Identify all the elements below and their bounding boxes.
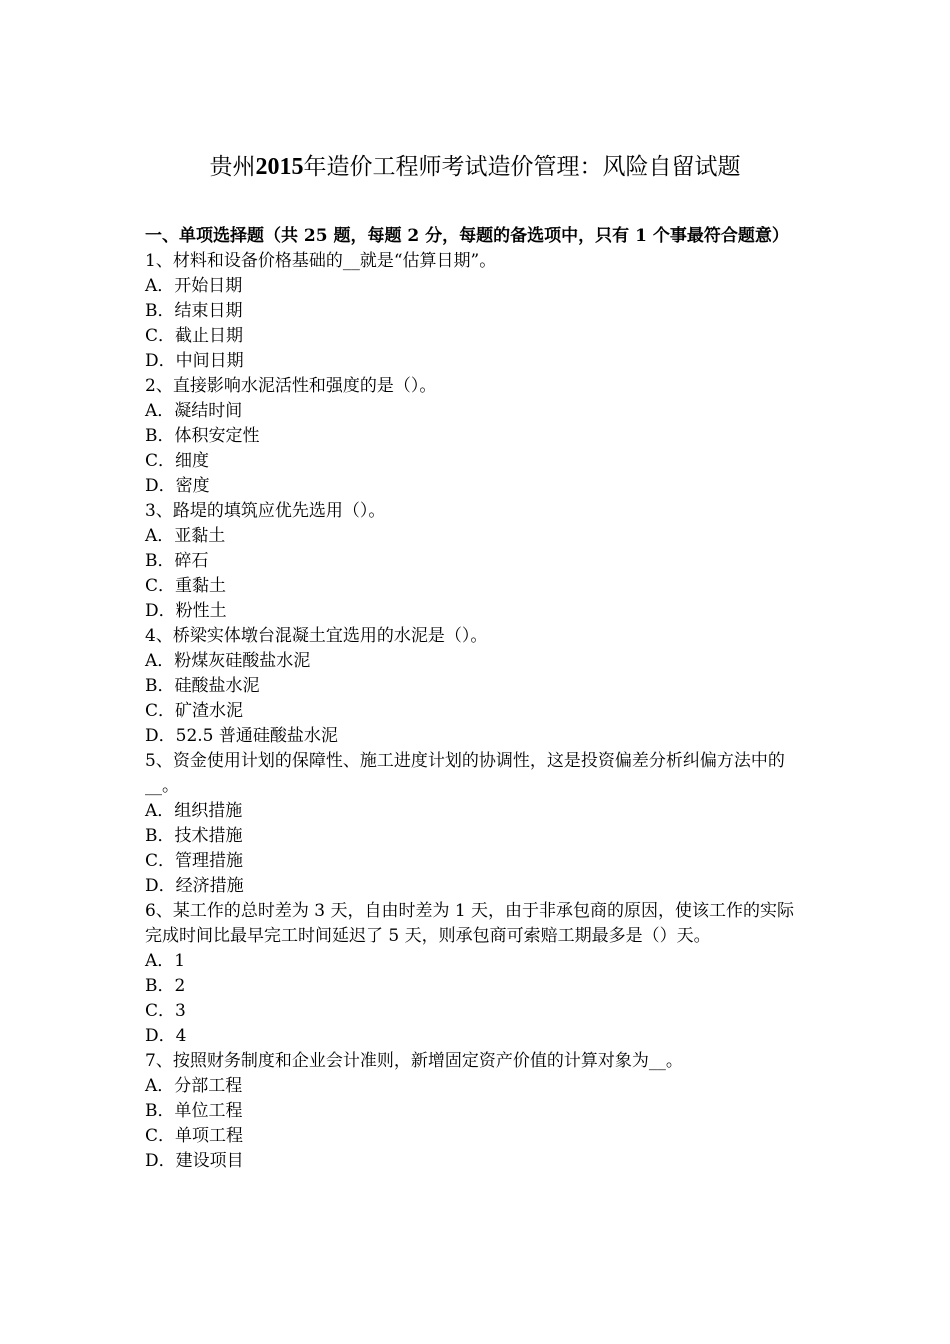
option-c: C．管理措施: [145, 851, 244, 871]
option-d: D．经济措施: [145, 876, 244, 896]
question-1: [145, 249, 810, 374]
option-a: A．分部工程: [145, 1076, 243, 1096]
option-c: C．细度: [145, 451, 210, 471]
question-text: 6、某工作的总时差为 3 天，自由时差为 1 天，由于非承包商的原因，使该工作的实际完成时间比最早完工时间延迟了 5 天，则承包商可索赔工期最多是（）天。: [145, 901, 795, 946]
option-b: B．单位工程: [145, 1101, 243, 1121]
option-c: C．矿渣水泥: [145, 701, 244, 721]
option-c: C．截止日期: [145, 326, 244, 346]
question-2: [145, 374, 810, 499]
question-7: [145, 1049, 810, 1174]
option-d: D．密度: [145, 476, 210, 496]
section-heading: 一、单项选择题（共 25 题，每题 2 分，每题的备选项中，只有 1 个事最符合题意）: [145, 226, 789, 246]
option-d: D．粉性土: [145, 601, 227, 621]
question-3: [145, 499, 810, 624]
option-a: A．凝结时间: [145, 401, 243, 421]
title-suffix: 年造价工程师考试造价管理：风险自留试题: [303, 154, 741, 180]
option-b: B．碎石: [145, 551, 209, 571]
question-text: 1、材料和设备价格基础的__就是“估算日期”。: [145, 251, 497, 271]
option-a: A．组织措施: [145, 801, 243, 821]
option-b: B．结束日期: [145, 301, 243, 321]
question-4: [145, 624, 810, 749]
option-b: B．2: [145, 976, 186, 996]
option-c: C．3: [145, 1001, 186, 1021]
question-text: 4、桥梁实体墩台混凝土宜选用的水泥是（）。: [145, 626, 488, 646]
title-prefix: 贵州: [209, 154, 256, 180]
option-c: C．单项工程: [145, 1126, 244, 1146]
option-b: B．体积安定性: [145, 426, 260, 446]
question-text: 5、资金使用计划的保障性、施工进度计划的协调性，这是投资偏差分析纠偏方法中的__。: [145, 751, 785, 796]
question-text: 2、直接影响水泥活性和强度的是（）。: [145, 376, 437, 396]
option-c: C．重黏土: [145, 576, 227, 596]
document-title: [0, 150, 950, 184]
option-b: B．硅酸盐水泥: [145, 676, 260, 696]
option-d: D．52.5 普通硅酸盐水泥: [145, 726, 338, 746]
option-b: B．技术措施: [145, 826, 243, 846]
question-text: 7、按照财务制度和企业会计准则，新增固定资产价值的计算对象为__。: [145, 1051, 683, 1071]
option-a: A．亚黏土: [145, 526, 226, 546]
question-6: [145, 899, 810, 1049]
option-a: A．1: [145, 951, 186, 971]
document-body: [145, 224, 810, 1174]
option-d: D．建设项目: [145, 1151, 244, 1171]
option-a: A．开始日期: [145, 276, 243, 296]
option-a: A．粉煤灰硅酸盐水泥: [145, 651, 311, 671]
option-d: D．4: [145, 1026, 187, 1046]
option-d: D．中间日期: [145, 351, 244, 371]
title-year: 2015: [255, 154, 304, 180]
question-text: 3、路堤的填筑应优先选用（）。: [145, 501, 386, 521]
question-5: [145, 749, 810, 899]
